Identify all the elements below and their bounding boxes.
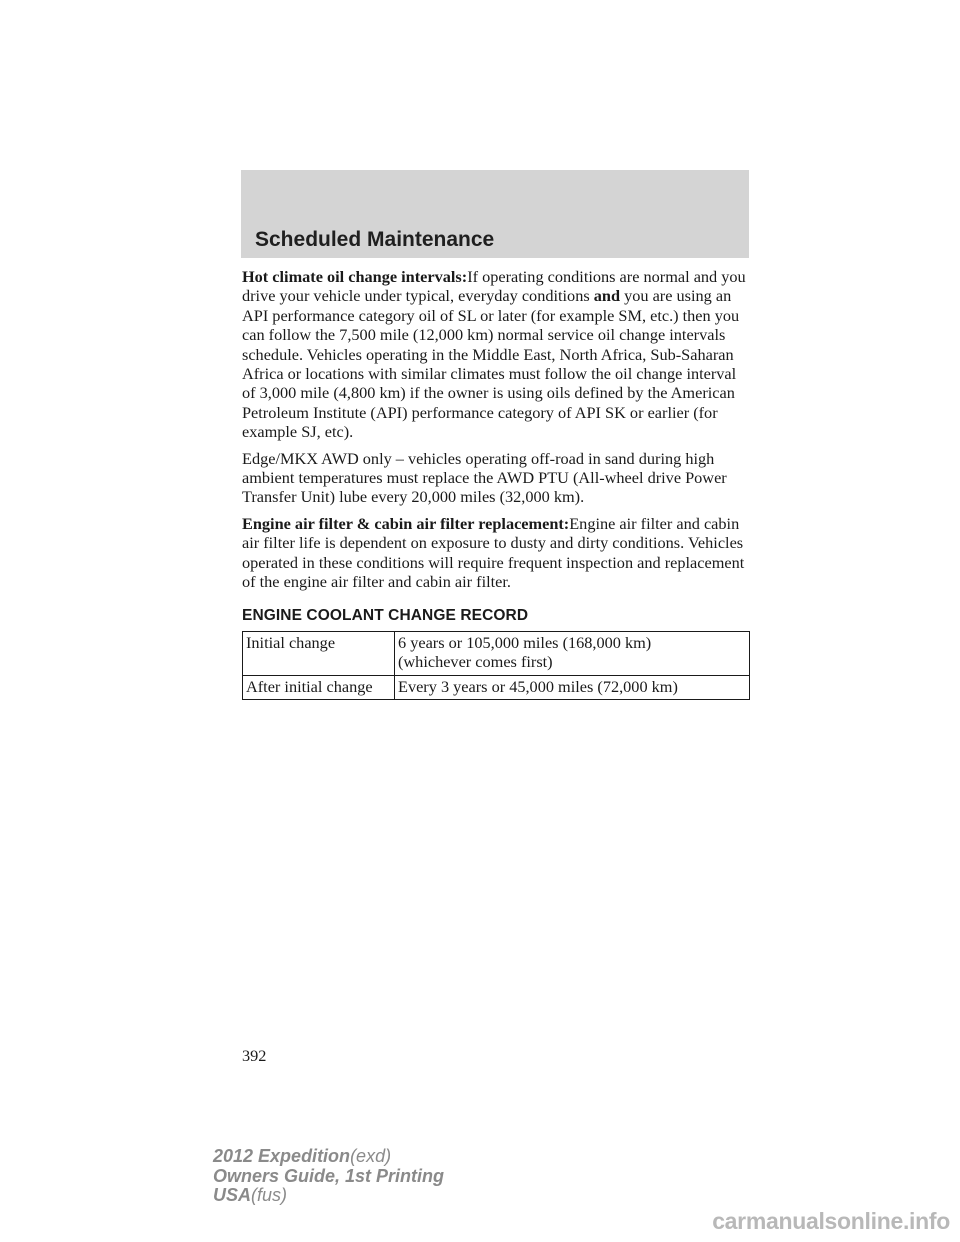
hot-climate-text-1: If operating conditions are normal and you drive your vehicle under typical, everyday conditions [242,267,746,306]
footer-market: USA [213,1185,252,1205]
hot-climate-label: Hot climate oil change intervals: [242,267,468,286]
hot-climate-paragraph [242,267,750,442]
hot-climate-emphasis: and [593,286,621,306]
edge-mkx-paragraph: Edge/MKX AWD only – vehicles operating off-road in sand during high ambient temperatures must replace the AWD PTU (All-wheel drive Power Transfer Unit) lube every 20,000 miles (32,000 km). [242,448,727,507]
coolant-record-heading: ENGINE COOLANT CHANGE RECORD [242,606,529,624]
row-value: Every 3 years or 45,000 miles (72,000 km) [395,675,750,699]
table-row [243,631,750,675]
row-value-line: 6 years or 105,000 miles (168,000 km) [398,632,652,652]
footer-model: 2012 Expedition [213,1146,351,1166]
footer-market-code: (fus) [251,1185,288,1205]
row-value-line: (whichever comes first) [398,652,553,672]
page-number: 392 [242,1046,267,1065]
section-header-band [241,170,749,258]
air-filter-text: Engine air filter and cabin air filter life is dependent on exposure to dusty and dirty conditions. Vehicles operated in these conditions will require frequent inspection and replacement of the engine air filter and cabin air filter. [242,513,745,592]
air-filter-label: Engine air filter & cabin air filter replacement: [242,513,570,533]
footer-line-1 [213,1147,444,1167]
row-label: After initial change [243,675,395,699]
footer-line-3 [213,1186,444,1206]
footer-line-2: Owners Guide, 1st Printing [213,1165,445,1186]
hot-climate-text-2: you are using an API performance category oil of SL or later (for example SM, etc.) then you can follow the 7,500 mile (12,000 km) normal service oil change intervals schedule. Vehicles operating in the Middle East, North Africa, Sub-Saharan Africa or locations with similar climates must follow the oil change interval of 3,000 mile (4,800 km) if the owner is using oils defined by the American Petroleum Institute (API) performance category of API SK or earlier (for example SJ, etc). [242,286,740,442]
page-content [242,267,750,700]
air-filter-paragraph [242,514,750,592]
section-title: Scheduled Maintenance [255,228,495,251]
footer-model-code: (exd) [350,1146,392,1166]
row-value [395,631,750,675]
watermark-text: carmanualsonline.info [712,1208,950,1234]
document-footer [213,1147,444,1206]
row-label: Initial change [243,631,395,675]
coolant-record-table [242,631,750,700]
table-row [243,675,750,699]
